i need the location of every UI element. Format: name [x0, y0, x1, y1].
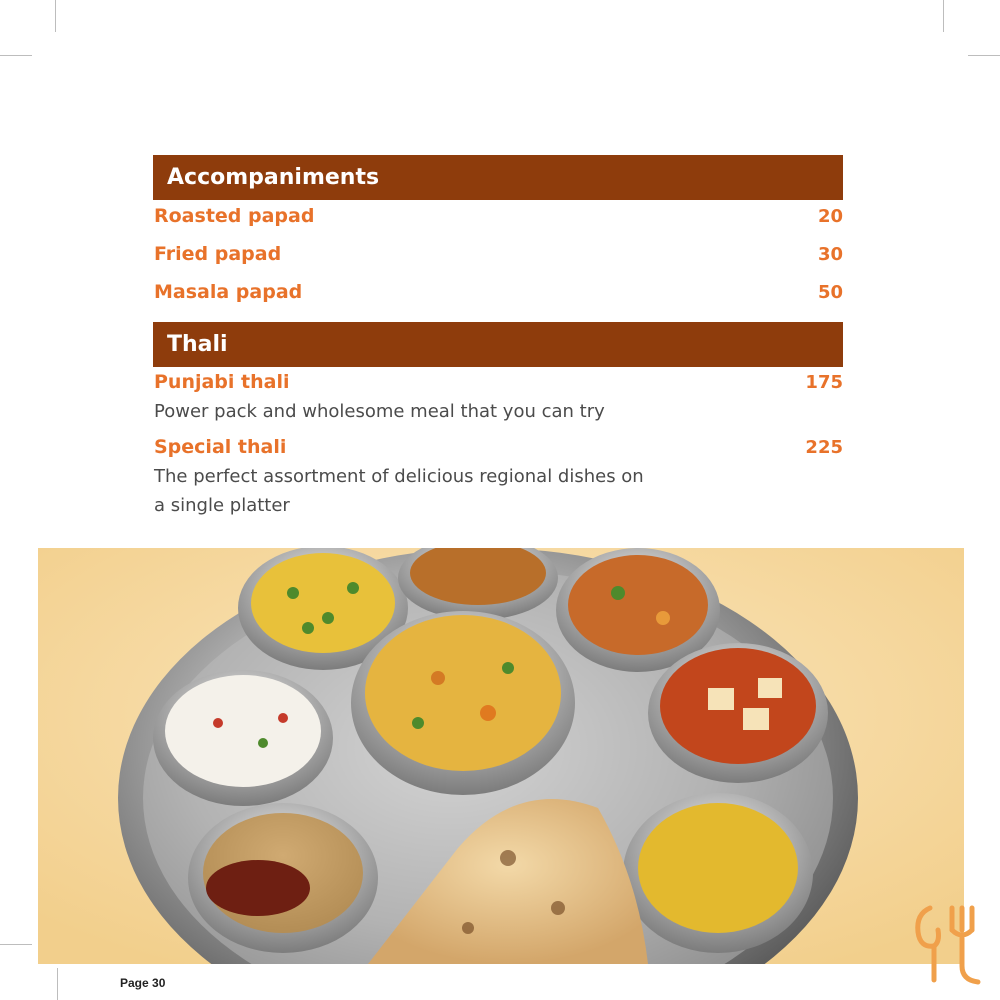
menu-item: [154, 281, 843, 303]
section-title: Thali: [167, 332, 228, 357]
section-header-thali: [153, 322, 843, 367]
fork-spoon-logo-icon: [908, 900, 988, 990]
item-price: 225: [805, 437, 843, 458]
thali-platter-photo: [38, 548, 964, 964]
crop-mark: [968, 55, 1000, 56]
item-price: 50: [817, 282, 843, 303]
section-title: Accompaniments: [167, 165, 380, 190]
crop-mark: [943, 0, 944, 32]
item-description: Power pack and wholesome meal that you can try: [154, 401, 605, 422]
item-name: Masala papad: [154, 281, 303, 303]
item-description-line: The perfect assortment of delicious regional dishes on: [154, 466, 644, 487]
crop-mark: [57, 968, 58, 1000]
thali-illustration: [38, 548, 964, 964]
menu-item: [154, 243, 843, 265]
item-price: 20: [817, 206, 843, 227]
item-price: 30: [817, 244, 843, 265]
section-header-accompaniments: [153, 155, 843, 200]
crop-mark: [0, 944, 32, 945]
page-number: Page 30: [120, 976, 166, 990]
item-name: Roasted papad: [154, 205, 315, 227]
item-description-line: a single platter: [154, 495, 290, 516]
menu-item: [154, 436, 843, 458]
item-price: 175: [805, 372, 843, 393]
crop-mark: [55, 0, 56, 32]
item-description: [154, 462, 674, 520]
menu-item: [154, 205, 843, 227]
item-name: Punjabi thali: [154, 371, 290, 393]
item-name: Special thali: [154, 436, 287, 458]
menu-item: [154, 371, 843, 393]
crop-mark: [0, 55, 32, 56]
item-name: Fried papad: [154, 243, 282, 265]
